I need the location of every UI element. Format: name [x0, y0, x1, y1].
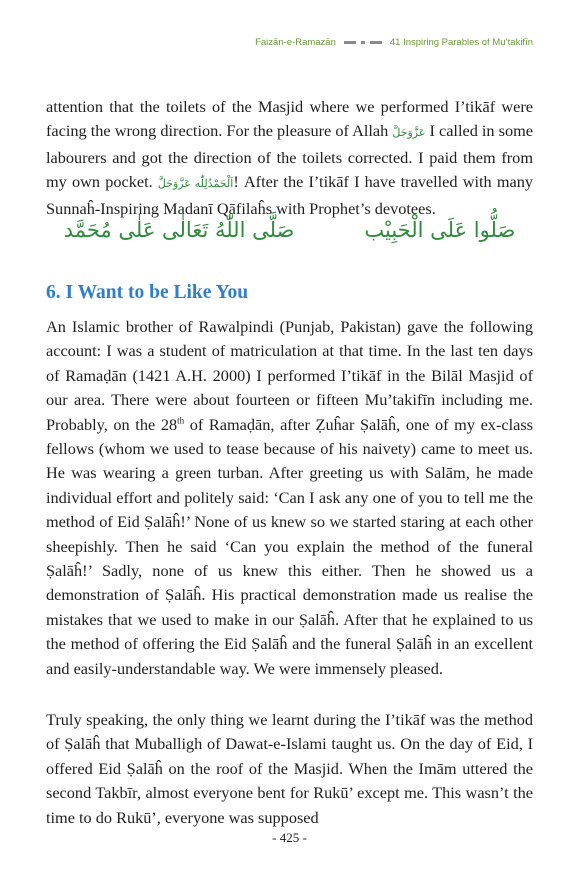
arabic-praise: اَلْحَمْدُلِلّٰه عَزَّوَجَلَّ: [157, 178, 234, 191]
arabic-honorific: عَزَّوَجَلَّ: [392, 127, 426, 140]
paragraph-1-text-c: ! After the I’tikāf I have travelled with many Sunnaĥ-Inspiring Madanī Qāfilaĥs with Prophet’s devotees.: [46, 172, 533, 218]
book-title: Faizān-e-Ramazān: [255, 37, 336, 48]
running-header: [255, 37, 533, 48]
paragraph-1-text-a: attention that the toilets of the Masjid where we performed I’tikāf were facing the wrong direction. For the pleasure of Allah: [46, 97, 533, 141]
salawat-line: [46, 218, 533, 242]
salawat-response: صَلَّى اللّٰهُ تَعَالٰى عَلٰى مُحَمَّد: [63, 218, 295, 242]
paragraph-2-text-a: An Islamic brother of Rawalpindi (Punjab, Pakistan) gave the following account: I was a student of matriculation at that time. In the last ten days of Ramaḍān (1421 A.H. 2000) I performed I’tikāf in the Bilāl Masjid of our area. There were about fourteen or fifteen Mu’takifīn including me. Probably, on the 28: [46, 317, 533, 434]
section-title: 41 Inspiring Parables of Mu’takifīn: [389, 37, 533, 48]
paragraph-3: Truly speaking, the only thing we learnt during the I’tikāf was the method of Ṣalāĥ that Muballigh of Dawat-e-Islami taught us. On the day of Eid, I offered Eid Ṣalāĥ on the roof of the Masjid. When the Imām uttered the second Takbīr, almost everyone bent for Rukū’ except me. This wasn’t the time to do Rukū’, everyone was supposed: [46, 710, 533, 827]
salawat-call: صَلُّوا عَلَى الْحَبِيْب: [364, 218, 516, 242]
paragraph-2-text-b: of Ramaḍān, after Ẓuĥar Ṣalāĥ, one of my ex-class fellows (whom we used to tease because of his naivety) came to meet us. He was wearing a green turban. After greeting us with Salām, he made individual effort and politely said: ‘Can I ask any one of you to tell me the method of Eid Ṣalāĥ!’ None of us knew so we started staring at each other sheepishly. Then he said ‘Can you explain the method of the funeral Ṣalāĥ!’ Sadly, none of us knew this either. Then he showed us a demonstration of Ṣalāĥ. His practical demonstration made us realise the mistakes that we used to make in our Ṣalāĥ. After that he explained to us the method of offering the Eid Ṣalāĥ and the funeral Ṣalāĥ in an excellent and easily-understandable way. We were immensely pleased.: [46, 414, 534, 678]
paragraph-2: [46, 315, 533, 681]
paragraph-1-text-b: I called in some labourers and got the direction of the toilets corrected. I paid them from my own pocket.: [46, 121, 534, 192]
section-heading: 6. I Want to be Like You: [46, 282, 249, 303]
page-number: - 425 -: [272, 830, 307, 845]
paragraph-1: [46, 95, 533, 221]
header-separator: [344, 41, 382, 44]
ordinal-suffix: th: [177, 415, 185, 426]
